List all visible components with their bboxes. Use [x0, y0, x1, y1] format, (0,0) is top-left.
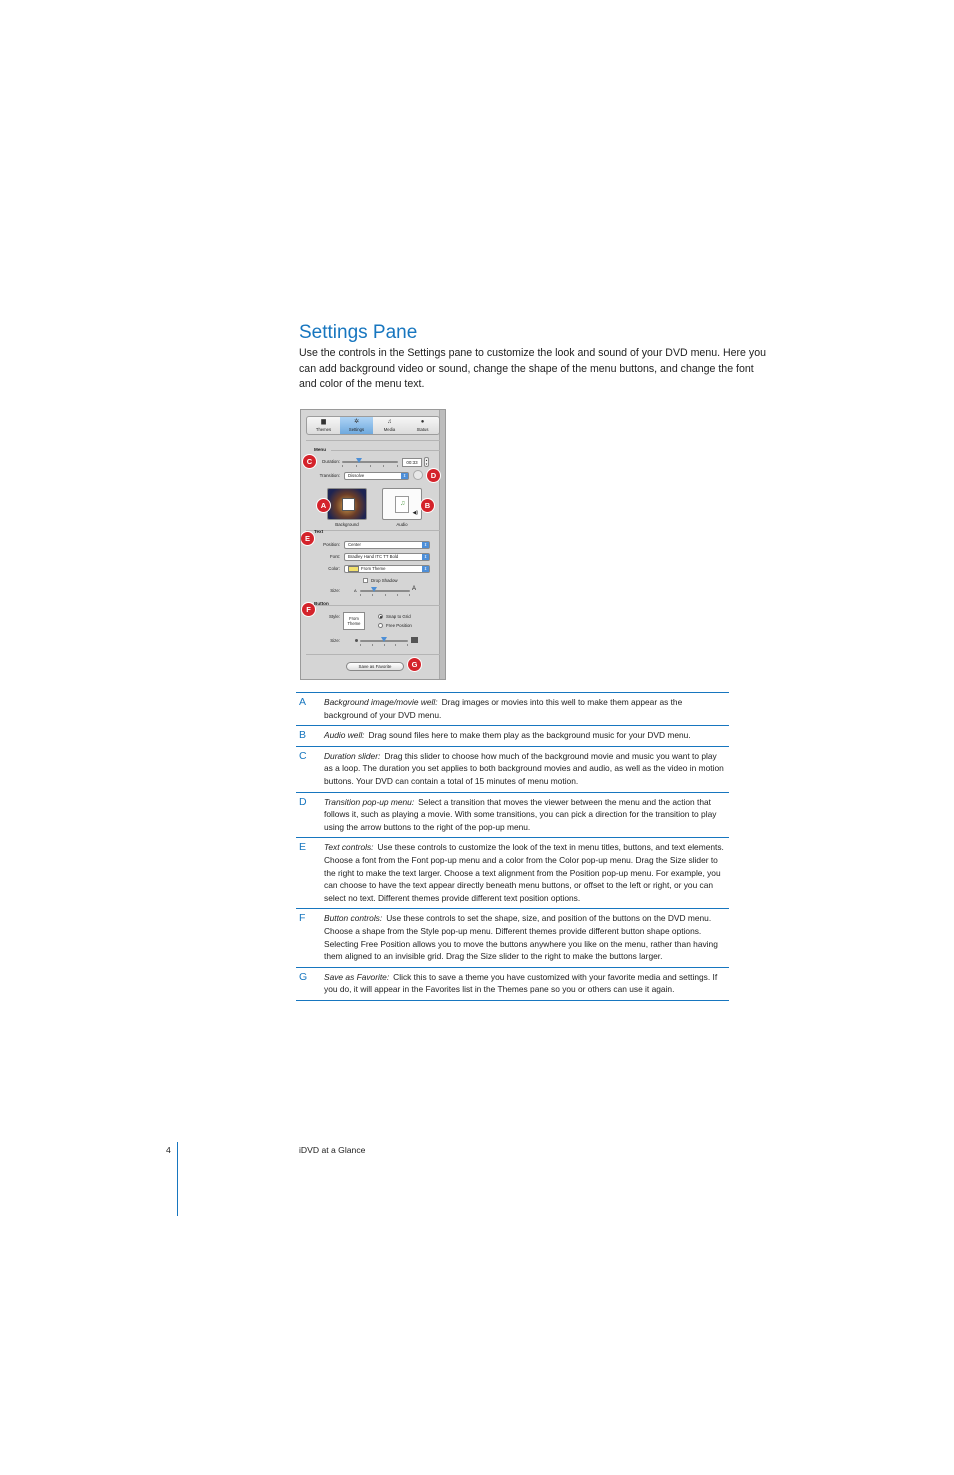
chevron-down-icon: ⇕: [423, 554, 428, 559]
font-label: Font:: [329, 554, 340, 559]
media-icon: ♫: [387, 419, 392, 425]
font-value: Bradley Hand ITC TT Bold: [348, 554, 399, 559]
button-size-slider-thumb[interactable]: [381, 637, 387, 642]
audio-file-icon: [395, 496, 409, 513]
divider: [306, 440, 440, 441]
legend-letter: G: [299, 970, 308, 983]
position-value: Center: [348, 542, 361, 547]
legend-letter: C: [299, 749, 307, 762]
color-value: From Theme: [361, 566, 386, 572]
legend-term: Text controls:: [324, 842, 374, 853]
legend-row: [296, 726, 729, 747]
legend-table: [296, 692, 729, 1001]
button-style-popup[interactable]: [343, 612, 365, 630]
info-icon: ●: [420, 419, 425, 425]
callout-e: E: [301, 532, 314, 545]
legend-description: [324, 840, 729, 904]
legend-term: Background image/movie well:: [324, 697, 438, 707]
divider: [306, 654, 440, 655]
callout-a: A: [317, 499, 330, 512]
color-label: Color:: [328, 566, 340, 571]
tab-status-label: Status: [416, 427, 429, 432]
button-size-large-icon: [411, 637, 418, 643]
legend-letter: B: [299, 729, 307, 742]
duration-label: Duration:: [322, 459, 340, 464]
drop-shadow-label: Drop Shadow: [371, 578, 398, 583]
legend-term: Save as Favorite:: [324, 971, 390, 982]
snap-to-grid-radio[interactable]: [378, 614, 383, 619]
style-line-2: Theme: [347, 621, 361, 626]
text-heading: Text: [314, 529, 324, 534]
legend-text: Use these controls to customize the look of the text in menu titles, buttons, and text elements. Choose a font from the Font pop-up menu and a color from the Color pop-up menu. Drag the Size slider to the right to make the text larger. Choose a text alignment from the Position pop-up menu. For example, you can choose to have the text appear directly beneath menu buttons, or offset to the left or right, or you can select no text. Different themes provide different text position options.: [324, 842, 724, 903]
background-caption: Background: [335, 522, 359, 527]
legend-row: [296, 968, 729, 1001]
background-thumbnail: [342, 498, 355, 511]
chevron-down-icon: ⇕: [423, 566, 428, 571]
transition-label: Transition:: [319, 473, 340, 478]
legend-letter: D: [299, 795, 307, 808]
style-line-1: From: [349, 616, 359, 621]
background-well[interactable]: [327, 488, 367, 520]
music-note-icon: ♫: [400, 500, 406, 507]
button-size-label: Size:: [330, 638, 340, 643]
button-size-ticks: [360, 644, 408, 647]
chevron-down-icon: ⇕: [423, 542, 428, 547]
text-size-ticks: [360, 594, 410, 597]
audio-well[interactable]: [382, 488, 422, 520]
settings-pane-screenshot: [300, 409, 446, 680]
text-size-label: Size:: [330, 588, 340, 593]
button-heading: Button: [314, 601, 329, 606]
speaker-icon: ◀): [412, 510, 418, 516]
legend-text: Drag sound files here to make them play as the background music for your DVD menu.: [368, 730, 691, 741]
tab-status[interactable]: [406, 417, 439, 434]
legend-description: [324, 728, 729, 742]
legend-row: [296, 693, 729, 726]
footer-rule: [177, 1142, 178, 1216]
tab-themes-label: Themes: [315, 427, 332, 432]
text-size-small-icon: A: [354, 588, 357, 593]
legend-letter: F: [299, 912, 306, 925]
menu-heading: Menu: [314, 447, 326, 452]
legend-letter: E: [299, 841, 307, 854]
chevron-down-icon: ⇕: [402, 473, 407, 478]
callout-g: G: [408, 658, 421, 671]
legend-text: Click this to save a theme you have customized with your favorite media and settings. If you do, it will appear in the Favorites list in the Themes pane so you or others can use it again.: [324, 971, 718, 995]
callout-d: D: [427, 469, 440, 482]
text-size-large-icon: A: [412, 586, 417, 592]
transition-direction-control[interactable]: [413, 470, 423, 480]
legend-term: Audio well:: [324, 730, 365, 741]
color-swatch: [348, 566, 359, 572]
intro-paragraph: Use the controls in the Settings pane to customize the look and sound of your DVD menu. Here you can add background video or sound, change the shape of the menu buttons, and change the font and color of the menu text.: [299, 347, 766, 391]
callout-c: C: [303, 455, 316, 468]
divider: [331, 450, 440, 451]
legend-description: [324, 749, 729, 788]
pane-tabs: [306, 416, 440, 435]
callout-b: B: [421, 499, 434, 512]
film-icon: ▆: [321, 419, 326, 425]
page-title: Settings Pane: [299, 322, 418, 343]
legend-description: [324, 695, 729, 721]
position-popup[interactable]: [344, 541, 430, 549]
legend-term: Button controls:: [324, 913, 383, 924]
color-popup[interactable]: [344, 565, 430, 573]
tab-themes[interactable]: [307, 417, 340, 434]
legend-term: Transition pop-up menu:: [324, 796, 415, 807]
legend-row: [296, 747, 729, 793]
free-position-radio[interactable]: [378, 623, 383, 628]
audio-caption: Audio: [396, 522, 408, 527]
tab-settings-label: Settings: [348, 427, 365, 432]
legend-letter: A: [299, 696, 307, 708]
style-label: Style:: [329, 614, 340, 619]
duration-slider-thumb[interactable]: [356, 458, 362, 463]
callout-f: F: [302, 603, 315, 616]
tab-media[interactable]: [373, 417, 406, 434]
legend-row: [296, 838, 729, 909]
tab-settings[interactable]: [340, 417, 373, 434]
text-size-slider[interactable]: [360, 590, 410, 592]
position-label: Position:: [323, 542, 340, 547]
legend-row: [296, 793, 729, 839]
legend-term: Duration slider:: [324, 750, 381, 761]
legend-description: [324, 970, 729, 996]
button-size-small-icon: [355, 639, 358, 642]
duration-ticks: [342, 465, 398, 468]
legend-row: [296, 909, 729, 967]
transition-value: Dissolve: [348, 473, 365, 478]
duration-field[interactable]: 00:33: [402, 458, 422, 467]
legend-description: [324, 911, 729, 962]
legend-description: [324, 795, 729, 834]
legend-text: Drag images or movies into this well to make them appear as the background of your DVD menu.: [324, 697, 683, 720]
legend-text: Use these controls to set the shape, size, and position of the buttons on the DVD menu. Choose a shape from the Style pop-up menu. Different themes provide different button shape options. Selecting Free Position allows you to move the buttons anywhere you like on the menu, rather than having them aligned to an invisible grid. Drag the Size slider to the right to make the buttons larger.: [324, 913, 718, 962]
font-popup[interactable]: [344, 553, 430, 561]
save-as-favorite-button[interactable]: Save as Favorite: [346, 662, 404, 671]
duration-slider[interactable]: [342, 461, 398, 463]
divider: [306, 530, 440, 531]
gear-icon: ✲: [353, 419, 360, 425]
tab-media-label: Media: [383, 427, 396, 432]
chapter-title: iDVD at a Glance: [299, 1145, 366, 1155]
text-size-slider-thumb[interactable]: [371, 587, 377, 592]
free-position-label: Free Position: [386, 623, 412, 628]
legend-text: Select a transition that moves the viewer between the menu and the action that follows it, such as playing a movie. With some transitions, you can pick a direction for the transition to play using the arrow buttons to the right of the pop-up menu.: [324, 796, 717, 832]
transition-popup[interactable]: [344, 472, 409, 480]
drop-shadow-checkbox[interactable]: [363, 578, 368, 583]
snap-to-grid-label: Snap to Grid: [386, 614, 411, 619]
page-number: 4: [166, 1145, 171, 1155]
legend-text: Drag this slider to choose how much of the background movie and music you want to play as a loop. The duration you set applies to both background movies and audio, as well as the video in motion buttons. Your DVD can contain a total of 15 minutes of menu motion.: [324, 750, 724, 786]
duration-stepper[interactable]: ▴ ▾: [425, 458, 428, 466]
